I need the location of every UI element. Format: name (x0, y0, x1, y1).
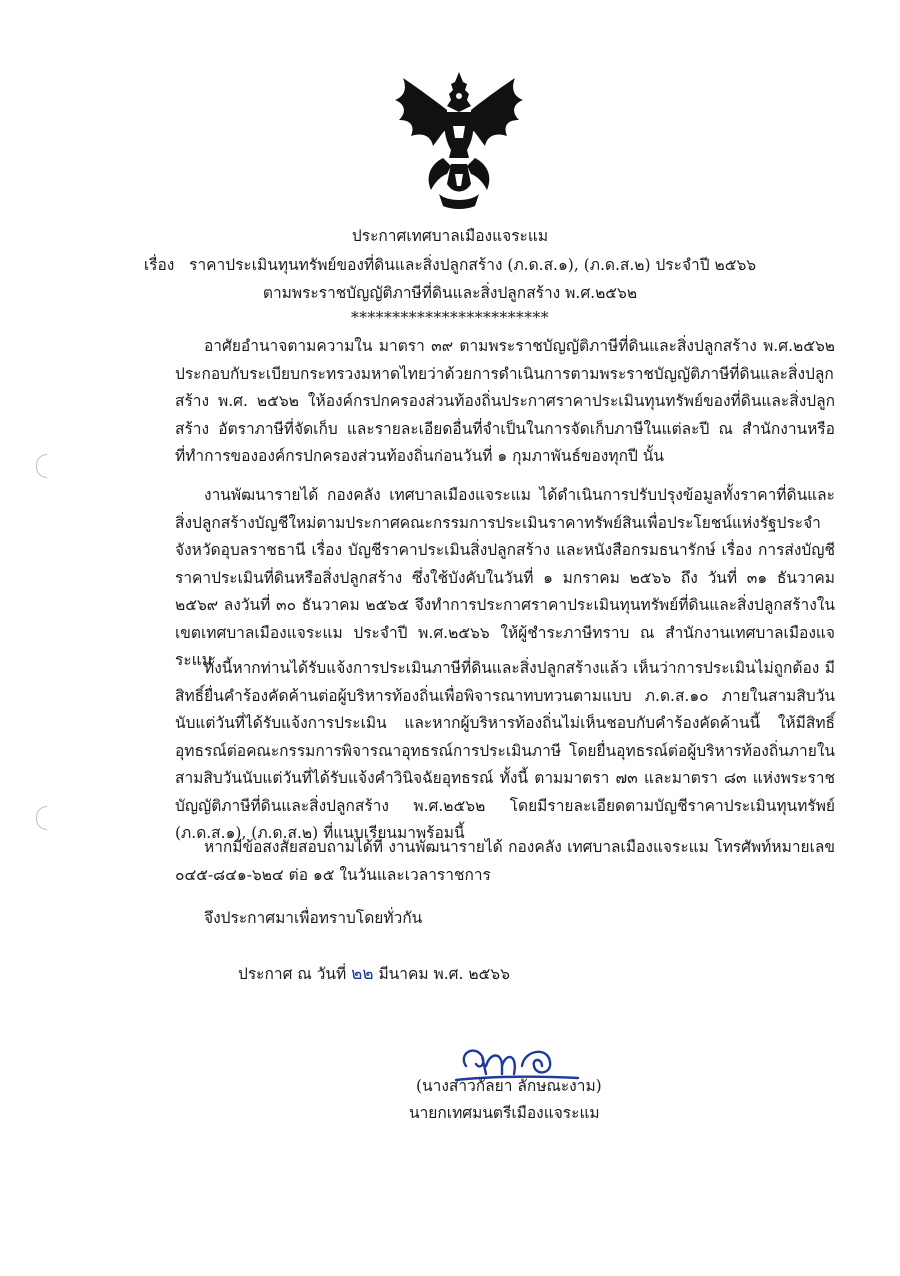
date-line (238, 964, 510, 984)
signer-name: (นางสาวกัลยา ลักษณะงาม) (416, 1077, 602, 1095)
separator: ************************ (351, 309, 549, 327)
announcement-title: ประกาศเทศบาลเมืองแจระแม (351, 227, 549, 245)
subject-line-2: ตามพระราชบัญญัติภาษีที่ดินและสิ่งปลูกสร้าง พ.ศ.๒๕๖๒ (262, 284, 638, 302)
subject-label: เรื่อง (143, 256, 175, 274)
subject-line (0, 255, 900, 275)
punch-hole-mark (36, 454, 47, 478)
punch-hole-mark (36, 806, 47, 830)
paragraph-3: ทั้งนี้หากท่านได้รับแจ้งการประเมินภาษีที่ดินและสิ่งปลูกสร้างแล้ว เห็นว่าการประเมินไม่ถูกต้อง มีสิทธิ์ยื่นคำร้องคัดค้านต่อผู้บริหารท้องถิ่นเพื่อพิจารณาทบทวนตามแบบ ภ.ด.ส.๑๐ ภายในสามสิบวันนับแต่วันที่ได้รับแจ้งการประเมิน และหากผู้บริหารท้องถิ่นไม่เห็นชอบกับคำร้องคัดค้านนี้ ให้มีสิทธิ์อุทธรณ์ต่อคณะกรรมการพิจารณาอุทธรณ์การประเมินภาษี โดยยื่นอุทธรณ์ต่อผู้บริหารท้องถิ่นภายในสามสิบวันนับแต่วันที่ได้รับแจ้งคำวินิจฉัยอุทธรณ์ ทั้งนี้ ตามมาตรา ๗๓ และมาตรา ๘๓ แห่งพระราชบัญญัติภาษีที่ดินและสิ่งปลูกสร้าง พ.ศ.๒๕๖๒ โดยมีรายละเอียดตามบัญชีราคาประเมินทุนทรัพย์ (ภ.ด.ส.๑), (ภ.ด.ส.๒) ที่แนบเรียนมาพร้อมนี้ (175, 659, 835, 842)
date-rest: มีนาคม พ.ศ. ๒๕๖๖ (378, 965, 510, 983)
paragraph-4: หากมีข้อสงสัยสอบถามได้ที่ งานพัฒนารายได้ กองคลัง เทศบาลเมืองแจระแม โทรศัพท์หมายเลข ๐๔๕-๘๔๑-๖๒๔ ต่อ ๑๕ ในวันและเวลาราชการ (175, 838, 835, 884)
date-prefix: ประกาศ ณ วันที่ (238, 965, 347, 983)
signer-position: นายกเทศมนตรีเมืองแจระแม (409, 1104, 600, 1122)
subject-text: ราคาประเมินทุนทรัพย์ของที่ดินและสิ่งปลูกสร้าง (ภ.ด.ส.๑), (ภ.ด.ส.๒) ประจำปี ๒๕๖๖ (189, 256, 757, 274)
paragraph-2: งานพัฒนารายได้ กองคลัง เทศบาลเมืองแจระแม ได้ดำเนินการปรับปรุงข้อมูลทั้งราคาที่ดินและสิ่งปลูกสร้างบัญชีใหม่ตามประกาศคณะกรรมการประเมินราคาทรัพย์สินเพื่อประโยชน์แห่งรัฐประจำจังหวัดอุบลราชธานี เรื่อง บัญชีราคาประเมินสิ่งปลูกสร้าง และหนังสือกรมธนารักษ์ เรื่อง การส่งบัญชีราคาประเมินที่ดินหรือสิ่งปลูกสร้าง ซึ่งใช้บังคับในวันที่ ๑ มกราคม ๒๕๖๖ ถึง วันที่ ๓๑ ธันวาคม ๒๕๖๙ ลงวันที่ ๓๐ ธันวาคม ๒๕๖๕ จึงทำการประกาศราคาประเมินทุนทรัพย์ที่ดินและสิ่งปลูกสร้างในเขตเทศบาลเมืองแจระแม ประจำปี พ.ศ.๒๕๖๖ ให้ผู้ชำระภาษีทราบ ณ สำนักงานเทศบาลเมืองแจระแม (175, 486, 835, 669)
garuda-emblem-icon (385, 66, 533, 214)
date-day: ๒๒ (351, 964, 374, 984)
closing-line: จึงประกาศมาเพื่อทราบโดยทั่วกัน (204, 909, 423, 927)
paragraph-1: อาศัยอำนาจตามความใน มาตรา ๓๙ ตามพระราชบัญญัติภาษีที่ดินและสิ่งปลูกสร้าง พ.ศ.๒๕๖๒ ประกอบกับระเบียบกระทรวงมหาดไทยว่าด้วยการดำเนินการตามพระราชบัญญัติภาษีที่ดินและสิ่งปลูกสร้าง พ.ศ. ๒๕๖๒ ให้องค์กรปกครองส่วนท้องถิ่นประกาศราคาประเมินทุนทรัพย์ของที่ดินและสิ่งปลูกสร้าง อัตราภาษีที่จัดเก็บ และรายละเอียดอื่นที่จำเป็นในการจัดเก็บภาษีในแต่ละปี ณ สำนักงานหรือที่ทำการขององค์กรปกครองส่วนท้องถิ่นก่อนวันที่ ๑ กุมภาพันธ์ของทุกปี นั้น (175, 337, 835, 465)
